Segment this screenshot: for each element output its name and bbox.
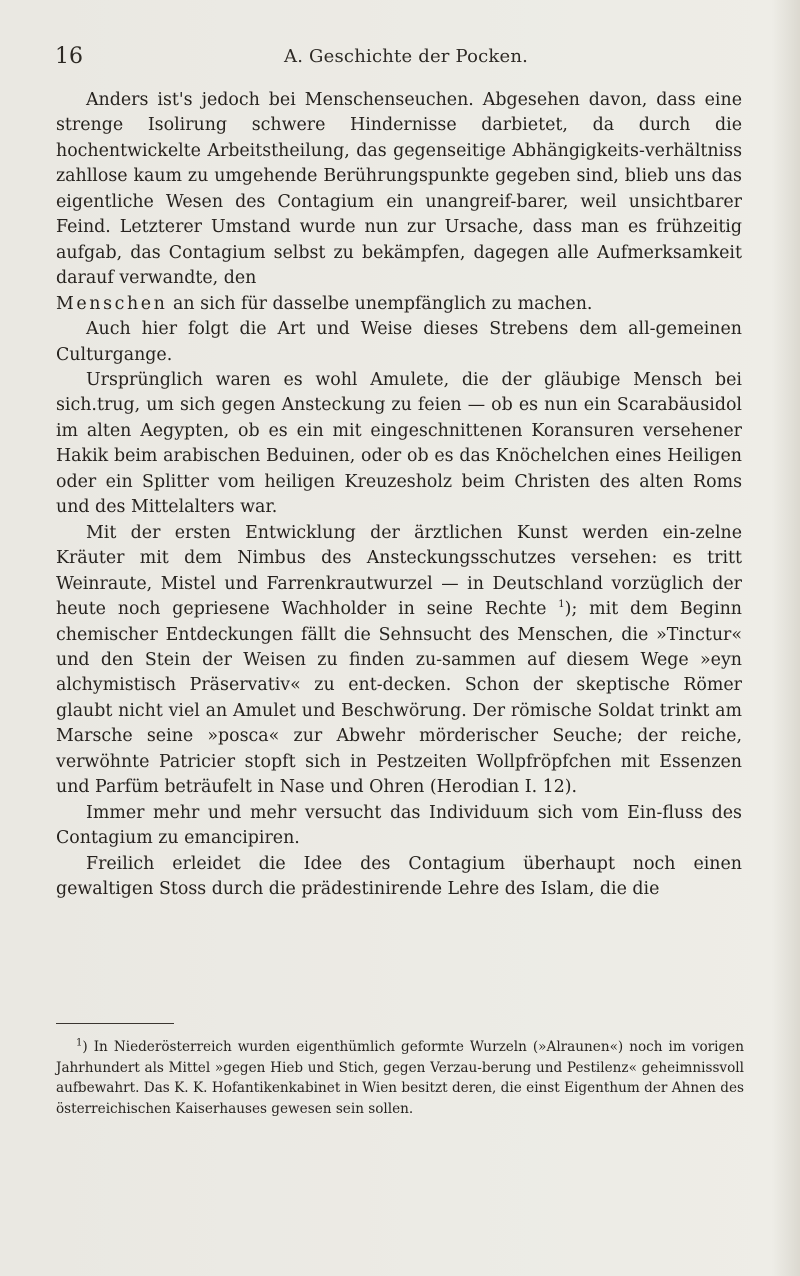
page-edge-shadow — [772, 0, 800, 1276]
footnote-text: ) In Niederösterreich wurden eigenthümlich geformte Wurzeln (»Alraunen«) noch im vorigen Jahrhundert als Mittel »gegen Hieb und Stich, gegen Verzau-berung und Pestilenz« geheimnissvoll aufbewahrt. Das K. K. Hofantikenkabinet in Wien besitzt deren, die einst Eigenthum der Ahnen des österreichischen Kaiserhauses gewesen sein sollen. — [56, 1039, 744, 1117]
paragraph-6: Freilich erleidet die Idee des Contagium überhaupt noch einen gewaltigen Stoss durch die prädestinirende Lehre des Islam, die die — [56, 853, 742, 900]
paragraph-3: Ursprünglich waren es wohl Amulete, die der gläubige Mensch bei sich.trug, um sich gegen Ansteckung zu feien — ob es nun ein Scarabäusidol im alten Aegypten, ob es ein mit eingeschnittenen Koransuren versehener Hakik beim arabischen Beduinen, oder ob es das Knöchelchen eines Heiligen oder ein Splitter vom heiligen Kreuzesholz beim Christen des alten Roms und des Mittelalters war. — [56, 369, 742, 518]
paragraph-4 — [56, 521, 742, 801]
main-text — [56, 88, 742, 903]
footnote-divider — [56, 1023, 174, 1024]
footnote-mark: 1 — [76, 1037, 83, 1049]
paragraph-1-text-a: Anders ist's jedoch bei Menschenseuchen. Abgesehen davon, dass eine strenge Isolirung schwere Hindernisse darbietet, da durch die hochentwickelte Arbeitstheilung, das gegenseitige Abhängigkeits-verhältniss zahllose kaum zu umgehende Berührungspunkte gegeben sind, blieb uns das eigentliche Wesen des Contagium ein unangreif-barer, weil unsichtbarer Feind. Letzterer Umstand wurde nun zur Ursache, dass man es frühzeitig aufgab, das Contagium selbst zu bekämpfen, dagegen alle Aufmerksamkeit darauf verwandte, den — [56, 90, 742, 289]
footnote-1 — [56, 1037, 744, 1119]
paragraph-1 — [56, 88, 742, 317]
page-number: 16 — [55, 44, 83, 69]
paragraph-5: Immer mehr und mehr versucht das Individuum sich vom Ein-fluss des Contagium zu emancipiren. — [56, 802, 742, 849]
paragraph-1-text-b: an sich für dasselbe unempfänglich zu machen. — [167, 293, 593, 314]
footnotes — [56, 1037, 744, 1119]
paragraph-4-text-a: Mit der ersten Entwicklung der ärztlichen Kunst werden ein-zelne Kräuter mit dem Nimbus des Ansteckungsschutzes versehen: es tritt Weinraute, Mistel und Farrenkrautwurzel — in Deutschland vorzüglich der heute noch gepriesene Wachholder in seine Rechte — [56, 522, 742, 620]
page-header — [0, 44, 800, 78]
paragraph-4-text-b: ); mit dem Beginn chemischer Entdeckungen fällt die Sehnsucht des Menschen, die »Tinctur« und den Stein der Weisen zu finden zu-sammen auf diesem Wege »eyn alchymistisch Präservativ« zu ent-decken. Schon der skeptische Römer glaubt nicht viel an Amulet und Beschwörung. Der römische Soldat trinkt am Marsche seine »posca« zur Abwehr mörderischer Seuche; der reiche, verwöhnte Patricier stopft sich in Pestzeiten Wollpfröpfchen mit Essenzen und Parfüm beträufelt in Nase und Ohren (Herodian I. 12). — [56, 599, 742, 798]
running-head: A. Geschichte der Pocken. — [284, 46, 529, 67]
footnote-reference: 1 — [558, 599, 565, 611]
emphasized-word: Menschen — [56, 293, 168, 314]
paragraph-2: Auch hier folgt die Art und Weise dieses Strebens dem all-gemeinen Culturgange. — [56, 319, 742, 365]
